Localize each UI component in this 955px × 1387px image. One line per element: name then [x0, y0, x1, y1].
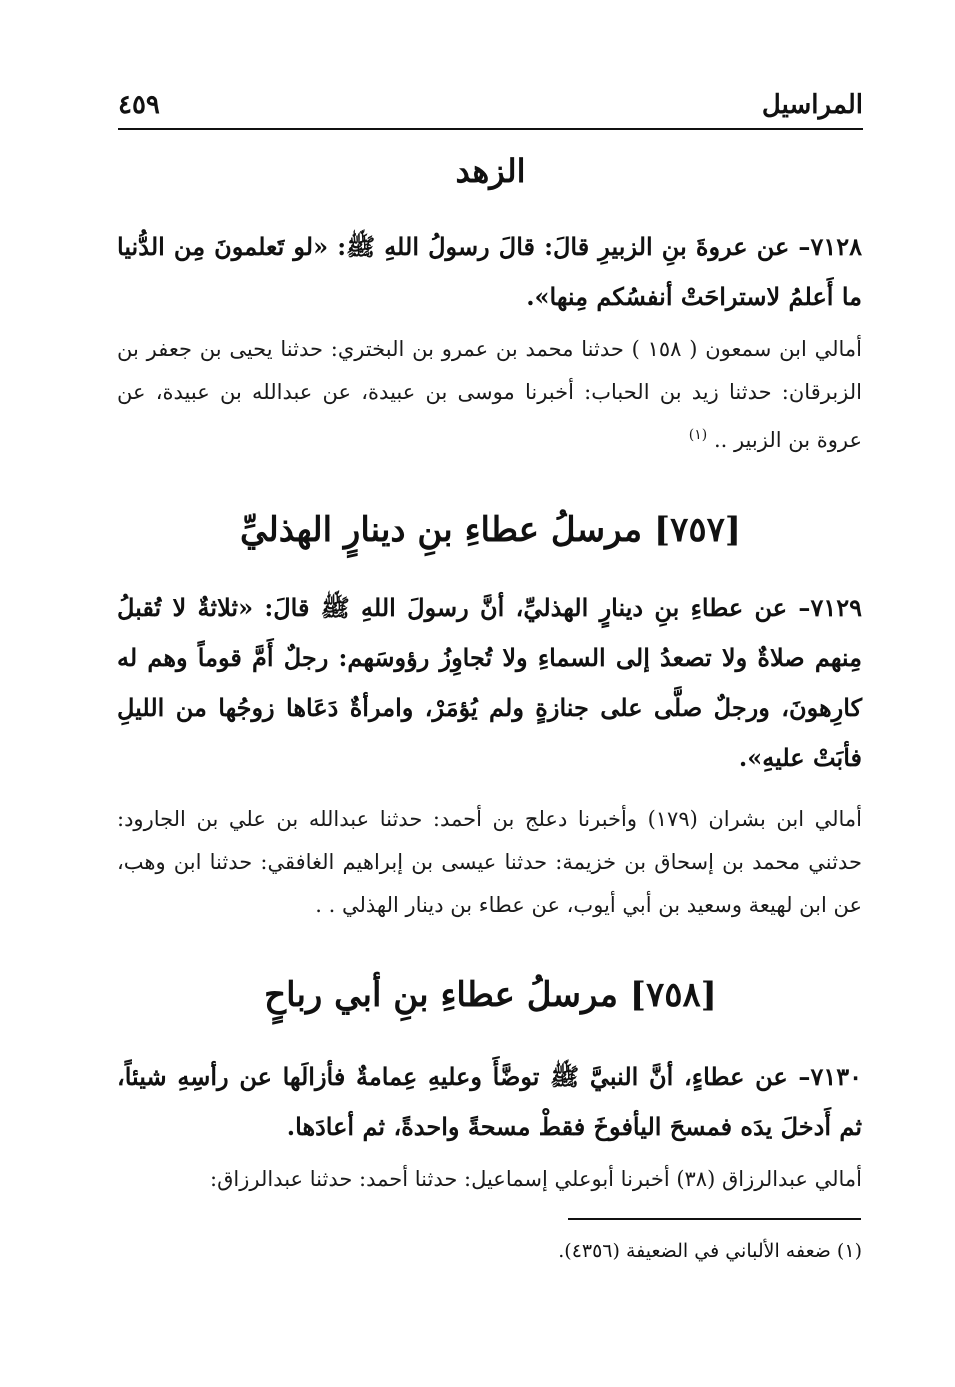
- footnote: (١) ضعفه الألباني في الضعيفة (٤٣٥٦).: [558, 1240, 862, 1262]
- footnote-divider: [568, 1218, 861, 1220]
- hadith-7129: ٧١٢٩– عن عطاءِ بنِ دينارٍ الهذليِّ، أنَّ رسولَ اللهِ ﷺ قالَ: «ثلاثةٌ لا تُقبلُ مِنهم صلاةٌ ولا تصعدُ إلى السماءِ ولا تُجاوِزُ رؤوسَهم: رجلٌ أَمَّ قوماً وهم له كارِهونَ، ورجلٌ صلَّى على جنازةٍ ولم يُؤمَرْ، وامرأةٌ دَعَاها زوجُها من الليلِ فأبَتْ عليهِ».: [117, 593, 862, 772]
- hadith-7130: ٧١٣٠– عن عطاءٍ، أنَّ النبيَّ ﷺ توضَّأَ وعليهِ عِمامةٌ فأزالَها عن رأسِهِ شيئاً، ثم أَدخلَ يدَه فمسحَ اليأفوخَ فقطْ مسحةً واحدةً، ثم أعادَها.: [117, 1062, 862, 1141]
- page-header: [118, 88, 863, 130]
- hadith-7128: ٧١٢٨– عن عروةَ بنِ الزبيرِ قالَ: قالَ رسولُ اللهِ ﷺ: «لو تَعلمونَ مِن الدُّنيا ما أَعلمُ لاستراحَتْ أنفسُكم مِنها».: [117, 232, 862, 311]
- section-title-757: [٧٥٧] مرسلُ عطاءِ بنِ دينارٍ الهذليِّ: [240, 510, 741, 550]
- running-title: المراسيل: [761, 90, 863, 120]
- hadith-7130-source: أمالي عبدالرزاق (٣٨) أخبرنا أبوعلي إسماعيل: حدثنا أحمد: حدثنا عبدالرزاق:: [210, 1167, 862, 1191]
- chapter-title: الزهد: [455, 152, 526, 190]
- footnote-ref: (١): [688, 427, 708, 443]
- hadith-7129-source: أمالي ابن بشران (١٧٩) وأخبرنا دعلج بن أحمد: حدثنا عبدالله بن علي بن الجارود: حدثني محمد بن إسحاق بن خزيمة: حدثنا عيسى بن إبراهيم الغافقي: حدثنا ابن وهب، عن ابن لهيعة وسعيد بن أبي أيوب، عن عطاء بن دينار الهذلي . .: [117, 807, 862, 917]
- hadith-7128-source: [117, 328, 862, 462]
- page-number: ٤٥٩: [118, 90, 160, 120]
- source-text: أمالي ابن سمعون ( ١٥٨ ) حدثنا محمد بن عمرو بن البختري: حدثنا يحيى بن جعفر بن الزبرقان: حدثنا زيد بن الحباب: أخبرنا موسى بن عبيدة، عن عبدالله بن عبيدة، عن عروة بن الزبير ..: [117, 337, 862, 452]
- section-title-758: [٧٥٨] مرسلُ عطاءِ بنِ أبي رباحٍ: [264, 975, 717, 1015]
